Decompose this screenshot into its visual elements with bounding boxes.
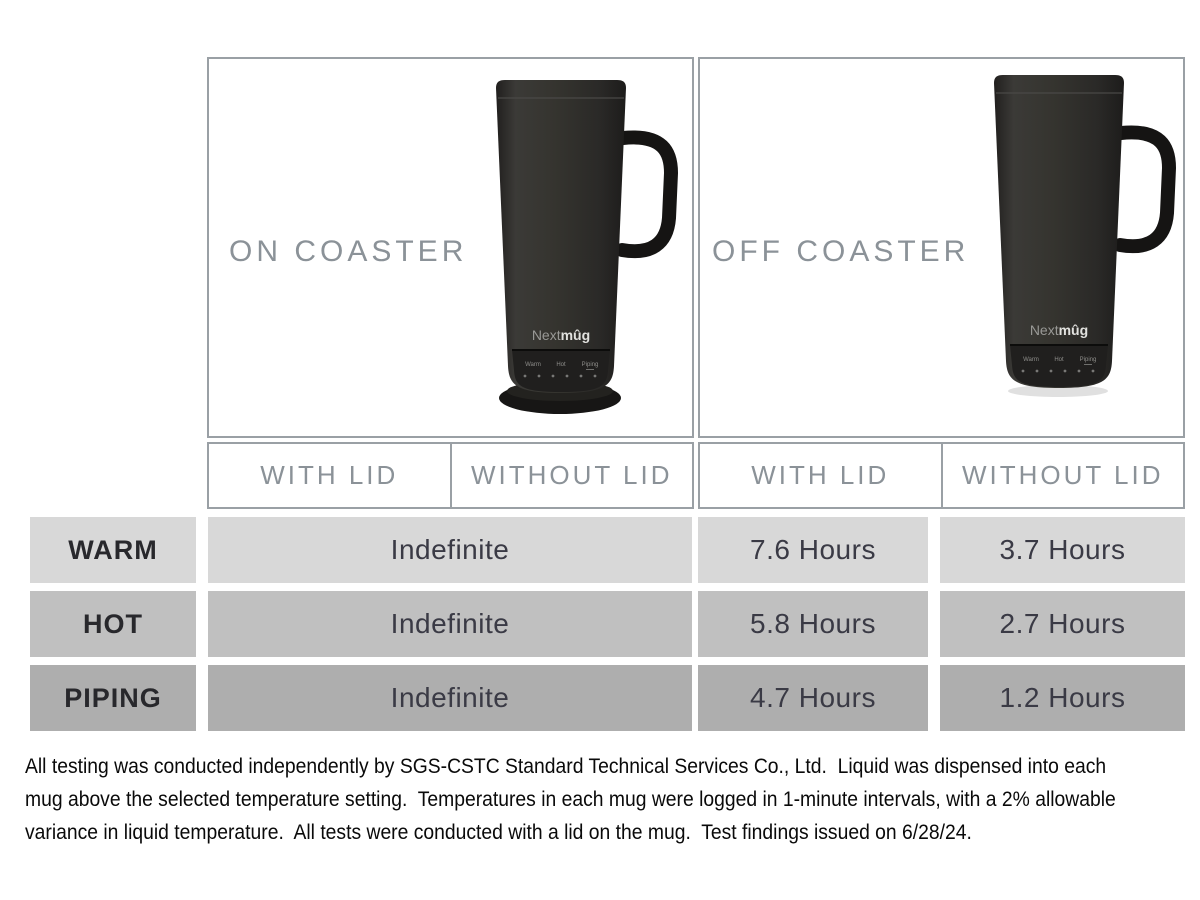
off-coaster-panel <box>698 57 1185 438</box>
on-coaster-header-row <box>207 442 694 509</box>
svg-text:Warm: Warm <box>1023 357 1039 363</box>
brand-logo: Nextmûg <box>1029 322 1089 338</box>
mug-handle <box>1120 132 1169 246</box>
hot-on-coaster-value: Indefinite <box>208 591 692 657</box>
mug-base-band <box>512 350 610 392</box>
mug-handle <box>622 137 671 251</box>
mug-body <box>994 75 1124 388</box>
row-label-warm: WARM <box>30 517 196 583</box>
hot-off-with-lid: 5.8 Hours <box>698 591 928 657</box>
header-on-without-lid: WITHOUT LID <box>470 460 673 490</box>
warm-on-coaster-value: Indefinite <box>208 517 692 583</box>
disclaimer-line-1: All testing was conducted independently by SGS-CSTC Standard Technical Services Co., Ltd. Liquid was dispensed into each <box>25 755 1107 778</box>
warm-off-with-lid: 7.6 Hours <box>698 517 928 583</box>
on-coaster-panel <box>207 57 694 438</box>
header-on-with-lid: WITH LID <box>209 444 452 507</box>
mug-off-coaster-image <box>993 73 1178 415</box>
test-disclaimer <box>25 750 1116 849</box>
svg-text:Piping: Piping <box>1079 357 1097 363</box>
row-label-piping: PIPING <box>30 665 196 731</box>
svg-text:Hot: Hot <box>1054 357 1064 363</box>
mug-body <box>496 80 626 393</box>
disclaimer-line-2: mug above the selected temperature setting. Temperatures in each mug were logged in 1-minute intervals, with a 2% allowable <box>25 788 1116 811</box>
svg-text:Hot: Hot <box>556 362 566 368</box>
row-label-hot: HOT <box>30 591 196 657</box>
piping-off-with-lid: 4.7 Hours <box>698 665 928 731</box>
header-off-without-lid: WITHOUT LID <box>961 460 1164 490</box>
header-off-with-lid: WITH LID <box>700 444 943 507</box>
hot-off-without-lid: 2.7 Hours <box>940 591 1185 657</box>
piping-off-without-lid: 1.2 Hours <box>940 665 1185 731</box>
disclaimer-line-3: variance in liquid temperature. All tests were conducted with a lid on the mug. Test findings issued on 6/28/24. <box>25 821 972 844</box>
warm-off-without-lid: 3.7 Hours <box>940 517 1185 583</box>
off-coaster-header-row <box>698 442 1185 509</box>
off-coaster-label: OFF COASTER <box>712 235 970 268</box>
svg-text:Warm: Warm <box>525 362 541 368</box>
svg-text:Piping: Piping <box>581 362 599 368</box>
piping-on-coaster-value: Indefinite <box>208 665 692 731</box>
mug-base-band <box>1010 345 1108 387</box>
brand-logo: Nextmûg <box>531 327 591 343</box>
on-coaster-label: ON COASTER <box>229 235 468 268</box>
mug-on-coaster-image <box>495 78 680 420</box>
